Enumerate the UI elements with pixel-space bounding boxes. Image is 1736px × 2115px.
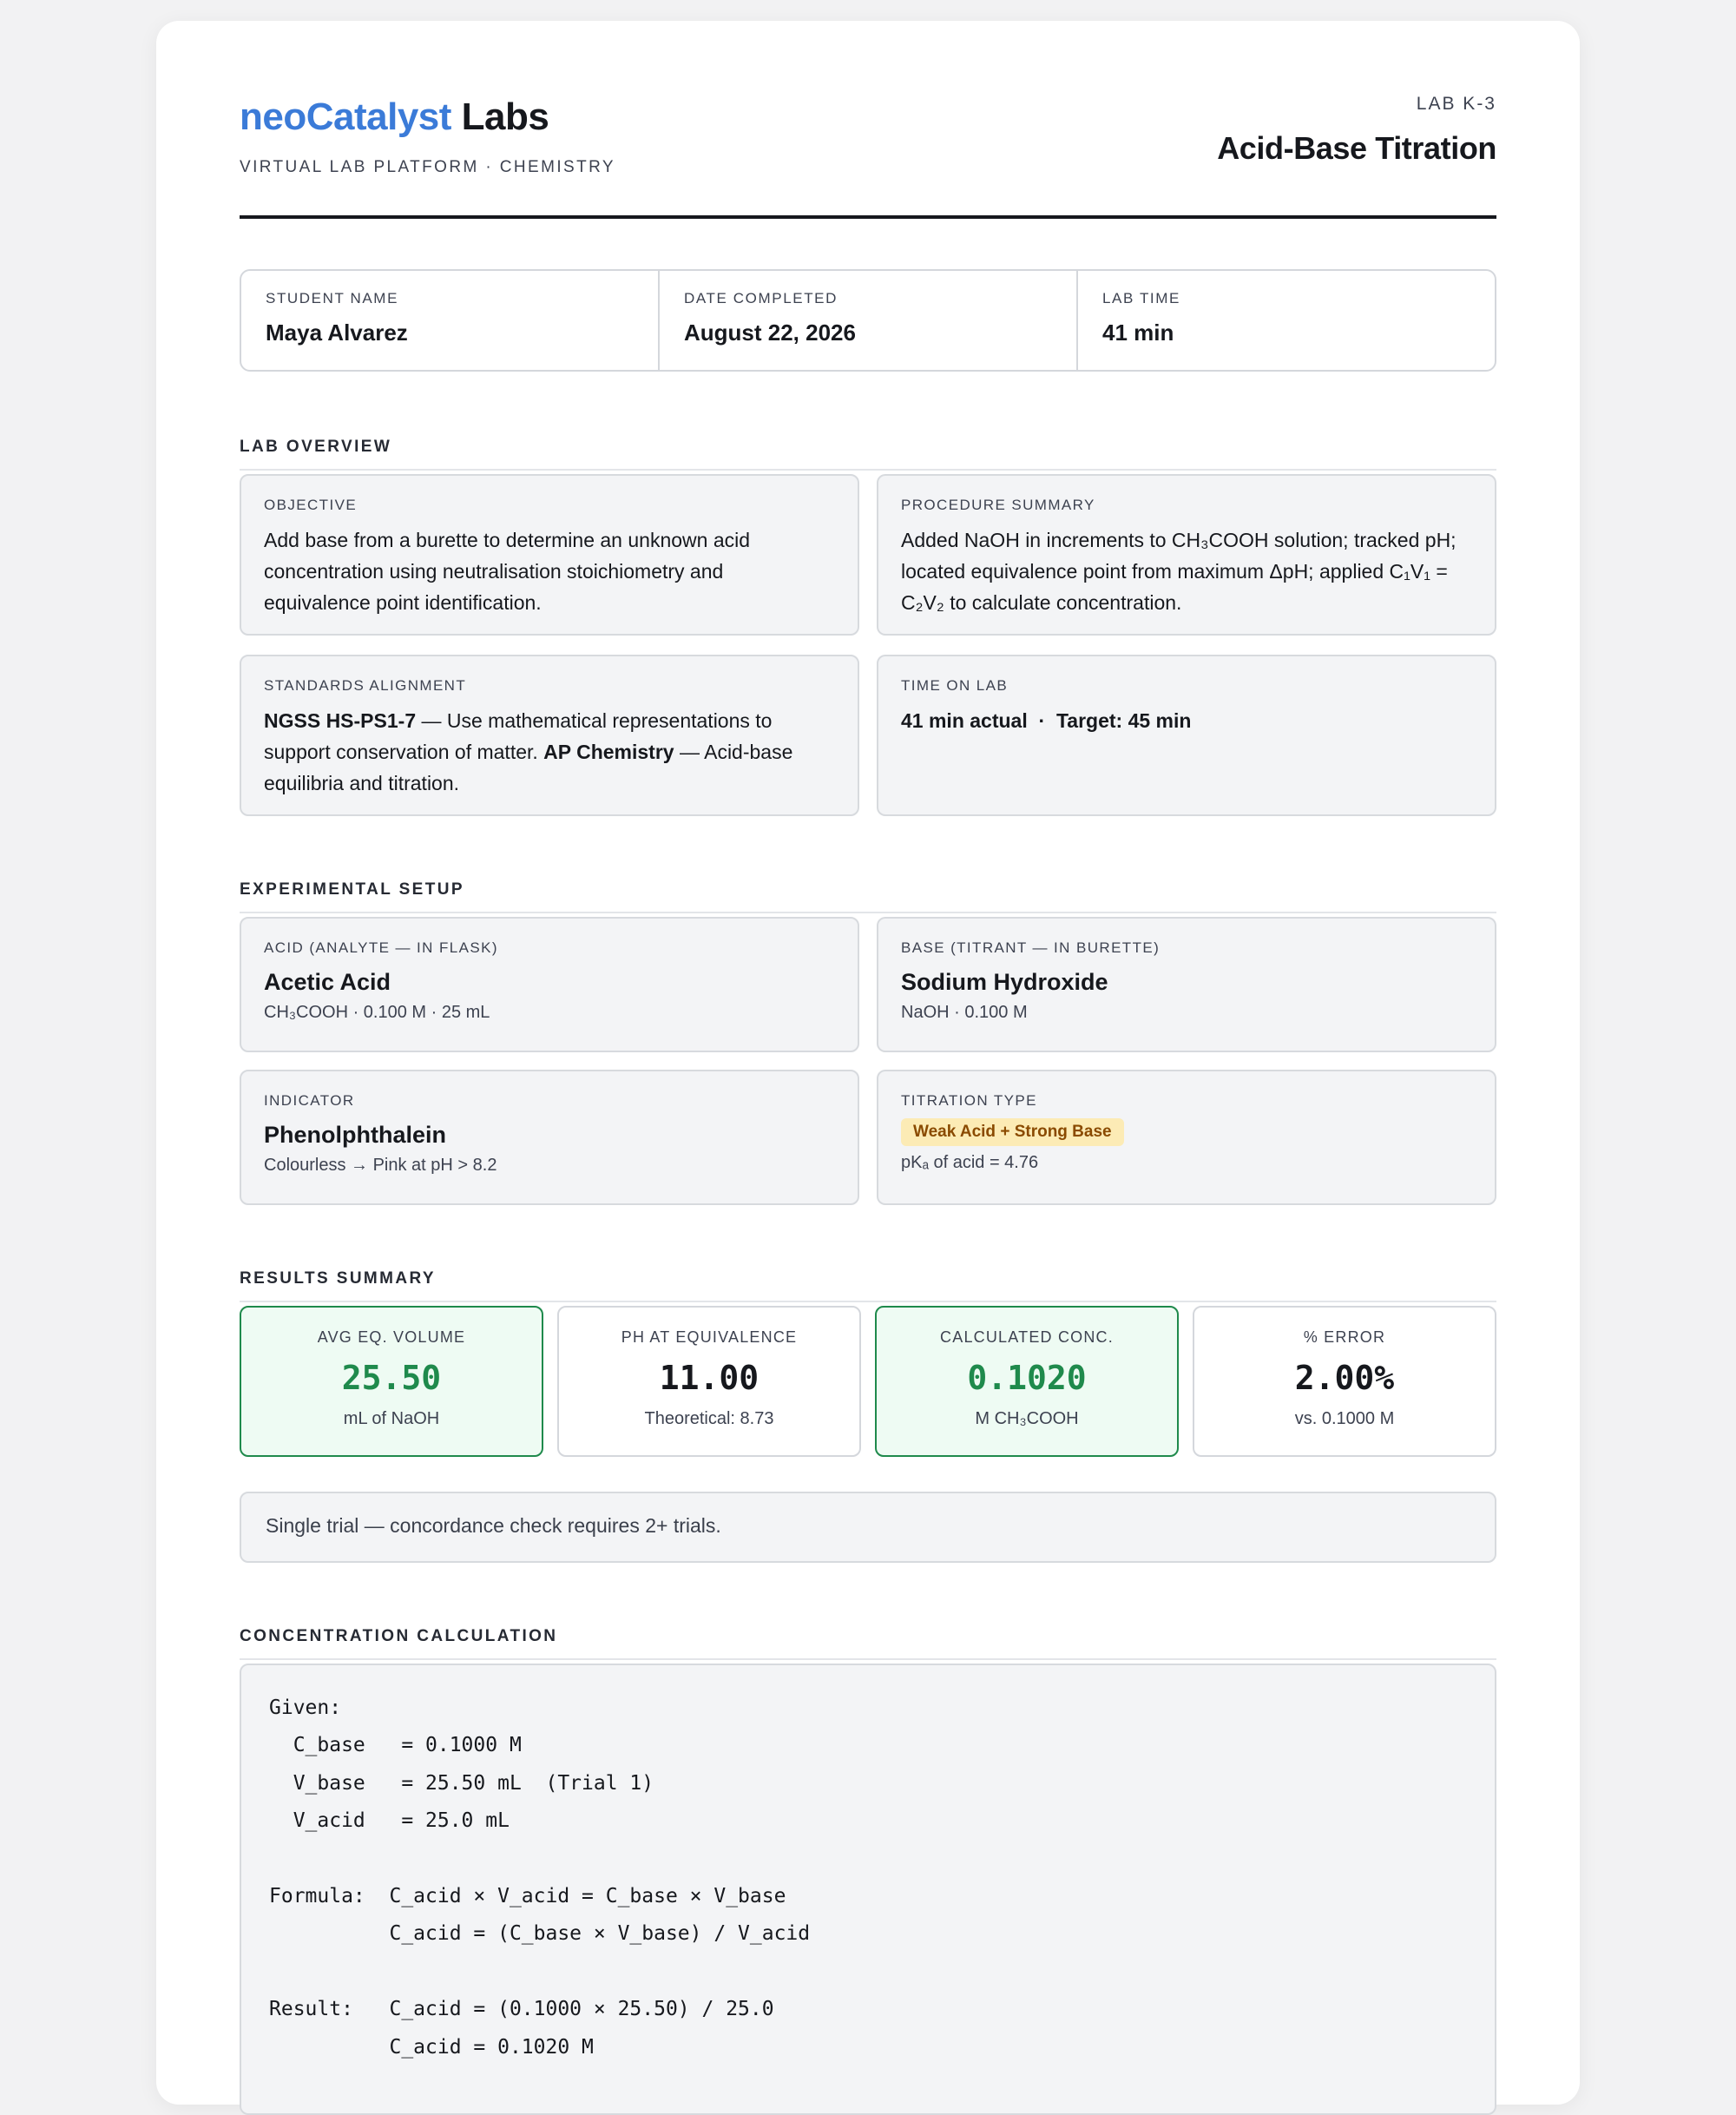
standard-ngss-text: — Use mathematical representations to support conservation of matter.	[264, 709, 773, 763]
student-info-strip	[240, 269, 1496, 372]
standards-text	[264, 705, 835, 799]
student-name-value: Maya Alvarez	[266, 320, 408, 346]
time-on-lab-card	[877, 655, 1496, 816]
stat-sub: mL of NaOH	[343, 1409, 440, 1428]
acid-card	[240, 917, 859, 1052]
section-title-setup: EXPERIMENTAL SETUP	[240, 880, 1496, 913]
procedure-label: PROCEDURE SUMMARY	[901, 497, 1095, 513]
standards-card	[240, 655, 859, 816]
standards-label: STANDARDS ALIGNMENT	[264, 677, 467, 694]
section-title-results: RESULTS SUMMARY	[240, 1269, 1496, 1302]
indicator-card	[240, 1070, 859, 1205]
trial-note: Single trial — concordance check requires 2+ trials.	[240, 1492, 1496, 1563]
lab-time-cell	[1078, 271, 1495, 370]
indicator-name: Phenolphthalein	[264, 1122, 447, 1148]
base-label: BASE (TITRANT — IN BURETTE)	[901, 939, 1161, 956]
section-title-overview: LAB OVERVIEW	[240, 438, 1496, 471]
base-card	[877, 917, 1496, 1052]
report-page	[156, 21, 1580, 2105]
stat-value: 25.50	[341, 1359, 442, 1397]
stat-percent-error	[1193, 1306, 1496, 1457]
stat-label: % ERROR	[1303, 1328, 1386, 1346]
stat-value: 2.00%	[1294, 1359, 1395, 1397]
indicator-detail: Colourless → Pink at pH > 8.2	[264, 1156, 497, 1175]
date-completed-cell	[660, 271, 1078, 370]
objective-card	[240, 474, 859, 636]
stat-ph-at-equivalence	[557, 1306, 861, 1457]
stat-label: PH AT EQUIVALENCE	[621, 1328, 798, 1346]
base-detail: NaOH · 0.100 M	[901, 1003, 1028, 1022]
lab-code: LAB K-3	[1416, 94, 1496, 114]
stat-sub: vs. 0.1000 M	[1294, 1409, 1395, 1428]
brand-logo	[240, 96, 549, 139]
procedure-card	[877, 474, 1496, 636]
acid-name: Acetic Acid	[264, 969, 391, 995]
student-name-label: STUDENT NAME	[266, 290, 399, 306]
stat-calculated-conc	[875, 1306, 1179, 1457]
standard-ap-name: AP Chemistry	[543, 741, 674, 763]
acid-label: ACID (ANALYTE — IN FLASK)	[264, 939, 498, 956]
standard-ngss-name: NGSS HS-PS1-7	[264, 709, 417, 732]
lab-time-value: 41 min	[1102, 320, 1174, 346]
time-on-lab-text: 41 min actual · Target: 45 min	[901, 709, 1192, 732]
date-completed-label: DATE COMPLETED	[684, 290, 838, 306]
titration-type-card	[877, 1070, 1496, 1205]
report-header	[240, 21, 1496, 219]
objective-text: Add base from a burette to determine an unknown acid concentration using neutralisation stoichiometry and equivalence point identification.	[264, 529, 751, 614]
time-on-lab-label: TIME ON LAB	[901, 677, 1009, 694]
brand-accent: neoCatalyst	[240, 96, 451, 138]
titration-type-label: TITRATION TYPE	[901, 1092, 1037, 1109]
stat-label: CALCULATED CONC.	[940, 1328, 1114, 1346]
stat-sub: Theoretical: 8.73	[644, 1409, 774, 1428]
brand-rest: Labs	[450, 96, 549, 138]
student-name-cell	[241, 271, 660, 370]
lab-title: Acid-Base Titration	[1217, 130, 1496, 166]
procedure-text: Added NaOH in increments to CH₃COOH solution; tracked pH; located equivalence point from maximum ΔpH; applied C₁V₁ = C₂V₂ to calculate concentration.	[901, 529, 1457, 614]
stat-value: 0.1020	[967, 1359, 1087, 1397]
section-title-calculation: CONCENTRATION CALCULATION	[240, 1627, 1496, 1660]
titration-type-badge: Weak Acid + Strong Base	[901, 1118, 1124, 1146]
stat-value: 11.00	[659, 1359, 760, 1397]
stat-label: AVG EQ. VOLUME	[317, 1328, 466, 1346]
objective-label: OBJECTIVE	[264, 497, 358, 513]
calculation-code-block: Given: C_base = 0.1000 M V_base = 25.50 mL (Trial 1) V_acid = 25.0 mL Formula: C_acid × V_acid = C_base × V_base C_acid = (C_base × V_base) / V_acid Result: C_acid = (0.1000 × 25.50) / 25.0 C_acid = 0.1020 M	[240, 1664, 1496, 2115]
brand-subtitle: VIRTUAL LAB PLATFORM · CHEMISTRY	[240, 158, 615, 176]
lab-time-label: LAB TIME	[1102, 290, 1180, 306]
indicator-label: INDICATOR	[264, 1092, 355, 1109]
acid-detail: CH₃COOH · 0.100 M · 25 mL	[264, 1003, 490, 1022]
base-name: Sodium Hydroxide	[901, 969, 1108, 995]
stat-avg-eq-volume	[240, 1306, 543, 1457]
titration-type-detail: pKₐ of acid = 4.76	[901, 1153, 1039, 1172]
date-completed-value: August 22, 2026	[684, 320, 856, 346]
standard-ap-text: — Acid-base equilibria and titration.	[264, 741, 793, 794]
stat-sub: M CH₃COOH	[975, 1409, 1079, 1428]
